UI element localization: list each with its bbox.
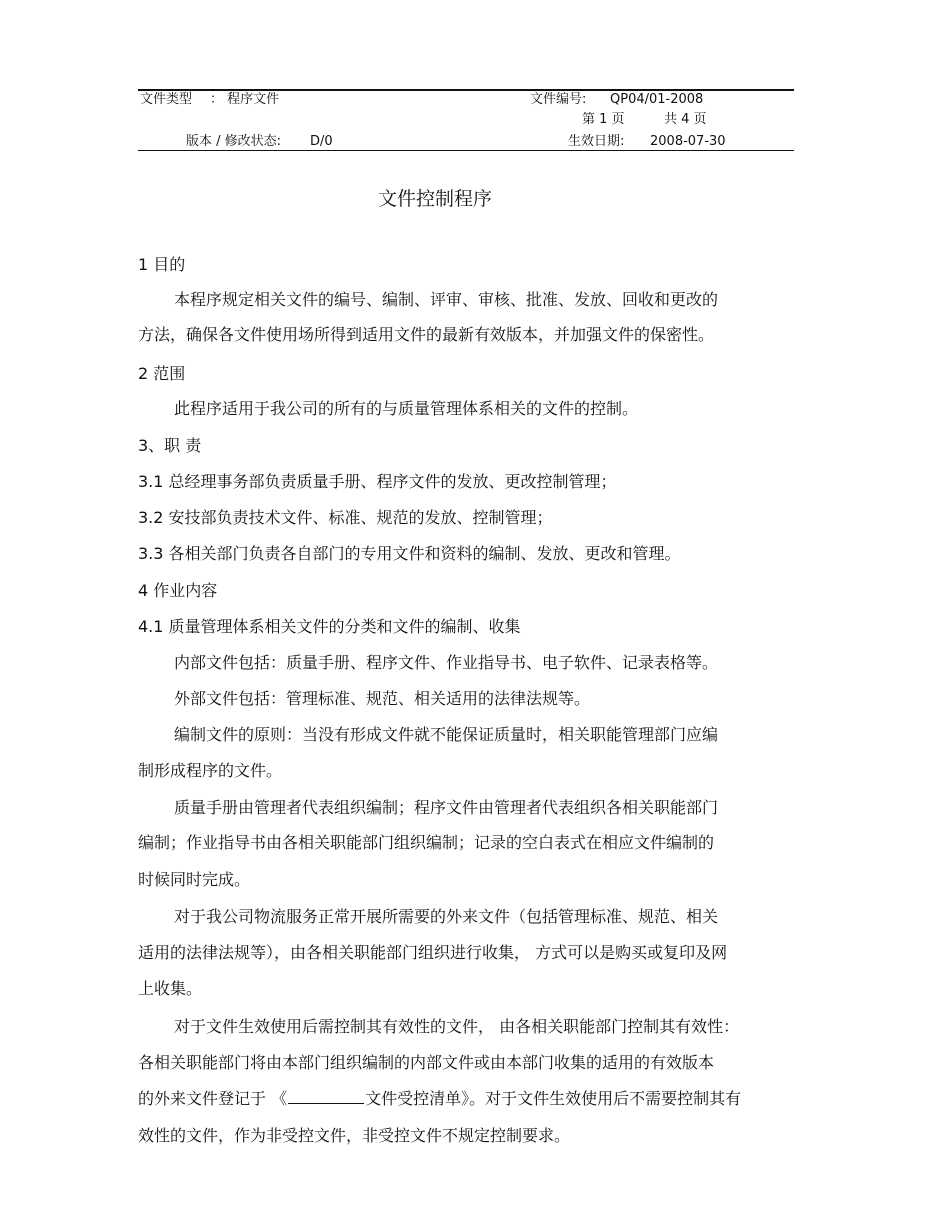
list-item: 3.2 安技部负责技术文件、标准、规范的发放、控制管理；	[138, 508, 553, 527]
paragraph-line: 本程序规定相关文件的编号、编制、评审、审核、批准、发放、回收和更改的	[174, 290, 719, 309]
paragraph-line: 内部文件包括：质量手册、程序文件、作业指导书、电子软件、记录表格等。	[174, 653, 719, 672]
doc-type-label: 文件类型	[140, 92, 193, 107]
section-heading-content: 4 作业内容	[138, 581, 218, 600]
section-heading-duties: 3、职 责	[138, 436, 202, 455]
fill-in-blank	[288, 1089, 364, 1104]
doc-number-value: QP04/01-2008	[610, 92, 704, 107]
subsection-heading: 4.1 质量管理体系相关文件的分类和文件的编制、收集	[138, 617, 521, 636]
paragraph-line: 时候同时完成。	[138, 870, 251, 889]
header-bottom-rule	[138, 150, 794, 151]
list-item: 3.1 总经理事务部负责质量手册、程序文件的发放、更改控制管理；	[138, 472, 617, 491]
text-fragment: 的外来文件登记于 《	[138, 1089, 288, 1108]
paragraph-line: 适用的法律法规等），由各相关职能部门组织进行收集， 方式可以是购买或复印及网	[138, 943, 728, 962]
paragraph-line: 上收集。	[138, 979, 203, 998]
page-total: 共 4 页	[664, 112, 707, 127]
paragraph-line: 各相关职能部门将由本部门组织编制的内部文件或由本部门收集的适用的有效版本	[138, 1053, 715, 1072]
text-fragment: 文件受控清单》。对于文件生效使用后不需要控制其有	[365, 1089, 742, 1108]
paragraph-line: 对于文件生效使用后需控制其有效性的文件， 由各相关职能部门控制其有效性：	[174, 1017, 740, 1036]
paragraph-line: 方法，确保各文件使用场所得到适用文件的最新有效版本，并加强文件的保密性。	[138, 325, 715, 344]
section-heading-purpose: 1 目的	[138, 255, 186, 274]
paragraph-line: 制形成程序的文件。	[138, 761, 283, 780]
version-value: D/0	[310, 134, 333, 149]
paragraph-line: 质量手册由管理者代表组织编制；程序文件由管理者代表组织各相关职能部门	[174, 798, 719, 817]
paragraph-line: 编制；作业指导书由各相关职能部门组织编制；记录的空白表式在相应文件编制的	[138, 833, 715, 852]
paragraph-line: 编制文件的原则：当没有形成文件就不能保证质量时，相关职能管理部门应编	[174, 725, 719, 744]
paragraph-line: 对于我公司物流服务正常开展所需要的外来文件（包括管理标准、规范、相关	[174, 907, 719, 926]
paragraph-line: 此程序适用于我公司的所有的与质量管理体系相关的文件的控制。	[174, 399, 639, 418]
document-title: 文件控制程序	[377, 188, 492, 210]
section-heading-scope: 2 范围	[138, 364, 186, 383]
doc-number-label: 文件编号:	[530, 92, 587, 107]
header-top-rule	[138, 89, 794, 91]
doc-type-value: ： 程序文件	[210, 92, 280, 107]
page-number: 第 1 页	[582, 112, 625, 127]
paragraph-line: 外部文件包括：管理标准、规范、相关适用的法律法规等。	[174, 689, 591, 708]
paragraph-line: 效性的文件，作为非受控文件，非受控文件不规定控制要求。	[138, 1126, 571, 1145]
list-item: 3.3 各相关部门负责各自部门的专用文件和资料的编制、发放、更改和管理。	[138, 544, 681, 563]
effective-date-value: 2008-07-30	[650, 134, 726, 149]
version-label: 版本 / 修改状态:	[186, 134, 282, 149]
paragraph-line	[138, 1088, 741, 1110]
effective-date-label: 生效日期:	[568, 134, 625, 149]
